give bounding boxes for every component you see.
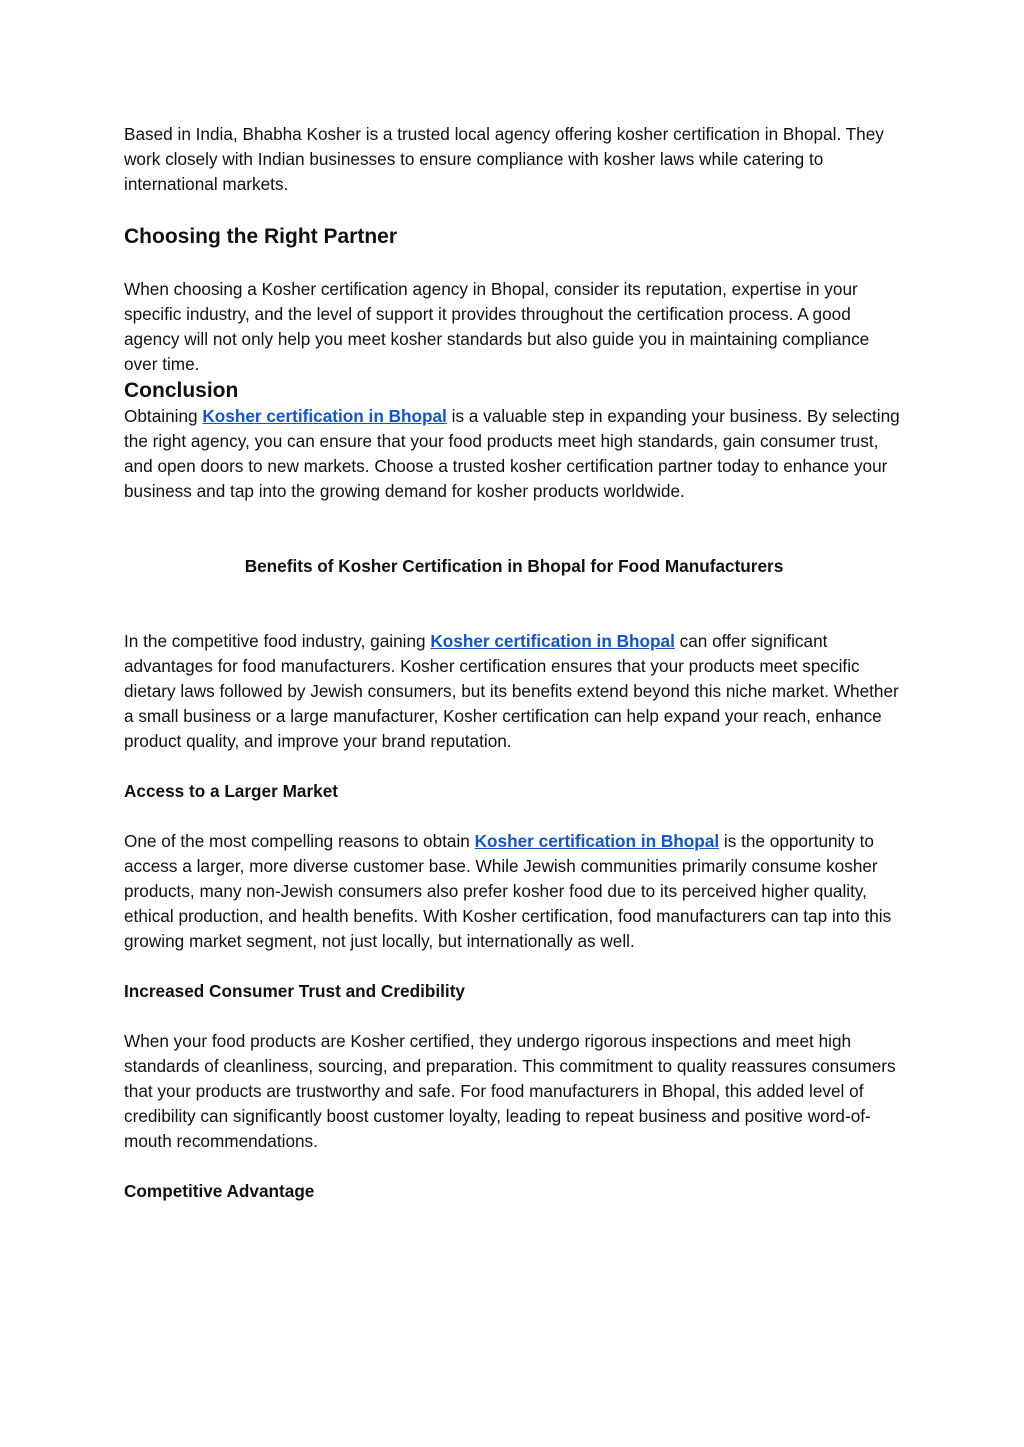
trust-heading: Increased Consumer Trust and Credibility — [124, 981, 465, 1001]
conclusion-paragraph — [124, 404, 904, 504]
market-paragraph — [124, 829, 904, 954]
market-heading: Access to a Larger Market — [124, 781, 338, 801]
market-text-after: is the opportunity to access a larger, more diverse customer base. While Jewish communities primarily consume kosher products, many non-Jewish consumers also prefer kosher food due to its perceived higher quality, ethical production, and health benefits. With Kosher certification, food manufacturers can tap into this growing market segment, not just locally, but internationally as well. — [124, 831, 892, 951]
article-intro-paragraph — [124, 629, 904, 754]
market-text-before: One of the most compelling reasons to obtain — [124, 831, 475, 851]
advantage-heading: Competitive Advantage — [124, 1181, 315, 1201]
conclusion-text-before: Obtaining — [124, 406, 203, 426]
article-intro-text-before: In the competitive food industry, gaining — [124, 631, 431, 651]
conclusion-text-after: is a valuable step in expanding your business. By selecting the right agency, you can ensure that your food products meet high standards, gain consumer trust, and open doors to new markets. Choose a trusted kosher certification partner today to enhance your business and tap into the growing demand for kosher products worldwide. — [124, 406, 900, 501]
kosher-certification-link[interactable]: Kosher certification in Bhopal — [202, 406, 447, 426]
document-page — [124, 122, 904, 1204]
conclusion-heading: Conclusion — [124, 379, 239, 402]
partner-paragraph: When choosing a Kosher certification agency in Bhopal, consider its reputation, expertise in your specific industry, and the level of support it provides throughout the certification process. A good agency will not only help you meet kosher standards but also guide you in maintaining compliance over time. — [124, 279, 870, 374]
intro-paragraph: Based in India, Bhabha Kosher is a trusted local agency offering kosher certification in Bhopal. They work closely with Indian businesses to ensure compliance with kosher laws while catering to international markets. — [124, 124, 884, 194]
partner-heading: Choosing the Right Partner — [124, 225, 397, 248]
article-intro-text-after: can offer significant advantages for food manufacturers. Kosher certification ensures that your products meet specific dietary laws followed by Jewish consumers, but its benefits extend beyond this niche market. Whether a small business or a large manufacturer, Kosher certification can help expand your reach, enhance product quality, and improve your brand reputation. — [124, 631, 899, 751]
trust-paragraph: When your food products are Kosher certified, they undergo rigorous inspections and meet high standards of cleanliness, sourcing, and preparation. This commitment to quality reassures consumers that your products are trustworthy and safe. For food manufacturers in Bhopal, this added level of credibility can significantly boost customer loyalty, leading to repeat business and positive word-of-mouth recommendations. — [124, 1031, 896, 1151]
kosher-certification-link[interactable]: Kosher certification in Bhopal — [430, 631, 675, 651]
kosher-certification-link[interactable]: Kosher certification in Bhopal — [474, 831, 720, 851]
article-title: Benefits of Kosher Certification in Bhopal for Food Manufacturers — [244, 556, 784, 576]
